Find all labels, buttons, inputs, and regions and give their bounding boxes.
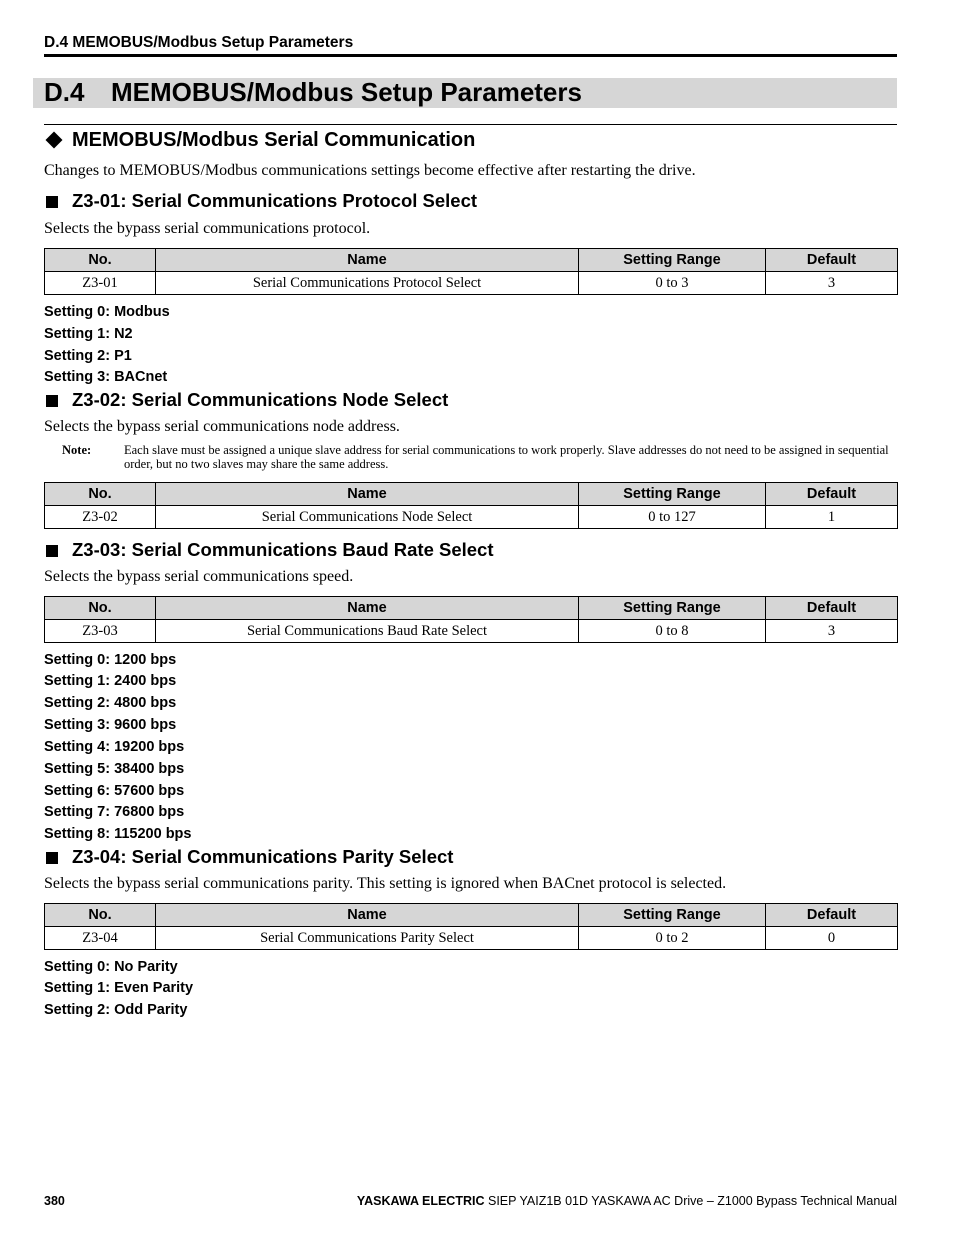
param-table-z3-04 [44, 903, 898, 950]
setting-item: Setting 1: 2400 bps [44, 673, 177, 689]
col-header-range: Setting Range [579, 483, 766, 506]
table-row [45, 927, 898, 950]
cell-no: Z3-02 [45, 506, 156, 529]
param-description-z3-03: Selects the bypass serial communications speed. [44, 568, 354, 585]
setting-item: Setting 2: Odd Parity [44, 1002, 188, 1018]
setting-item: Setting 0: Modbus [44, 304, 170, 320]
cell-range: 0 to 127 [579, 506, 766, 529]
col-header-range: Setting Range [579, 597, 766, 620]
cell-default: 3 [766, 620, 898, 643]
table-row [45, 272, 898, 295]
square-bullet-icon [46, 395, 58, 407]
note-text: Each slave must be assigned a unique slave address for serial communications to work properly. Slave addresses do not need to be assigned in sequential order, but no two slaves may share the same address. [124, 443, 889, 471]
table-row [45, 620, 898, 643]
cell-range: 0 to 8 [579, 620, 766, 643]
col-header-name: Name [156, 597, 579, 620]
setting-item: Setting 2: 4800 bps [44, 695, 177, 711]
col-header-default: Default [766, 483, 898, 506]
square-bullet-icon [46, 545, 58, 557]
setting-item: Setting 4: 19200 bps [44, 739, 185, 755]
table-header-row [45, 249, 898, 272]
cell-name: Serial Communications Node Select [156, 506, 579, 529]
cell-default: 1 [766, 506, 898, 529]
cell-name: Serial Communications Parity Select [156, 927, 579, 950]
param-heading-z3-02: Z3-02: Serial Communications Node Select [72, 389, 449, 410]
col-header-range: Setting Range [579, 249, 766, 272]
col-header-default: Default [766, 597, 898, 620]
col-header-default: Default [766, 904, 898, 927]
footer-doc-info [357, 1194, 897, 1208]
cell-default: 0 [766, 927, 898, 950]
cell-name: Serial Communications Protocol Select [156, 272, 579, 295]
param-table-z3-01 [44, 248, 898, 295]
param-description-z3-04: Selects the bypass serial communications parity. This setting is ignored when BACnet protocol is selected. [44, 875, 727, 892]
section-title [44, 77, 582, 108]
setting-item: Setting 6: 57600 bps [44, 783, 185, 799]
cell-no: Z3-03 [45, 620, 156, 643]
setting-item: Setting 0: 1200 bps [44, 652, 177, 668]
section-rule [44, 124, 897, 125]
setting-item: Setting 7: 76800 bps [44, 804, 185, 820]
col-header-range: Setting Range [579, 904, 766, 927]
table-header-row [45, 483, 898, 506]
table-header-row [45, 904, 898, 927]
param-heading-z3-04: Z3-04: Serial Communications Parity Select [72, 846, 454, 867]
setting-item: Setting 3: BACnet [44, 369, 168, 385]
footer-brand: YASKAWA ELECTRIC [356, 1194, 485, 1208]
param-heading-z3-03: Z3-03: Serial Communications Baud Rate Select [72, 539, 494, 560]
col-header-default: Default [766, 249, 898, 272]
param-heading-z3-01: Z3-01: Serial Communications Protocol Select [72, 190, 478, 211]
note-label: Note: [62, 443, 92, 457]
section-number: D.4 [44, 77, 85, 107]
cell-no: Z3-04 [45, 927, 156, 950]
param-description-z3-01: Selects the bypass serial communications protocol. [44, 220, 371, 237]
setting-item: Setting 8: 115200 bps [44, 826, 192, 842]
table-row [45, 506, 898, 529]
section-title-text: MEMOBUS/Modbus Setup Parameters [111, 77, 582, 107]
header-rule [44, 54, 897, 57]
subsection-heading: MEMOBUS/Modbus Serial Communication [72, 129, 476, 151]
cell-no: Z3-01 [45, 272, 156, 295]
col-header-name: Name [156, 904, 579, 927]
param-description-z3-02: Selects the bypass serial communications node address. [44, 418, 400, 435]
param-table-z3-02 [44, 482, 898, 529]
cell-default: 3 [766, 272, 898, 295]
running-head: D.4 MEMOBUS/Modbus Setup Parameters [44, 34, 354, 51]
col-header-no: No. [45, 597, 156, 620]
setting-item: Setting 1: Even Parity [44, 980, 194, 996]
page-number: 380 [44, 1194, 65, 1208]
col-header-no: No. [45, 904, 156, 927]
setting-item: Setting 2: P1 [44, 348, 132, 364]
col-header-no: No. [45, 483, 156, 506]
col-header-name: Name [156, 483, 579, 506]
subsection-intro: Changes to MEMOBUS/Modbus communications settings become effective after restarting the drive. [44, 162, 696, 179]
col-header-name: Name [156, 249, 579, 272]
cell-range: 0 to 2 [579, 927, 766, 950]
setting-item: Setting 5: 38400 bps [44, 761, 185, 777]
diamond-bullet-icon [46, 132, 63, 149]
setting-item: Setting 0: No Parity [44, 959, 178, 975]
cell-range: 0 to 3 [579, 272, 766, 295]
footer-doc-title: SIEP YAIZ1B 01D YASKAWA AC Drive – Z1000 Bypass Technical Manual [487, 1194, 897, 1208]
table-header-row [45, 597, 898, 620]
square-bullet-icon [46, 852, 58, 864]
setting-item: Setting 3: 9600 bps [44, 717, 177, 733]
param-table-z3-03 [44, 596, 898, 643]
square-bullet-icon [46, 196, 58, 208]
cell-name: Serial Communications Baud Rate Select [156, 620, 579, 643]
col-header-no: No. [45, 249, 156, 272]
setting-item: Setting 1: N2 [44, 326, 133, 342]
